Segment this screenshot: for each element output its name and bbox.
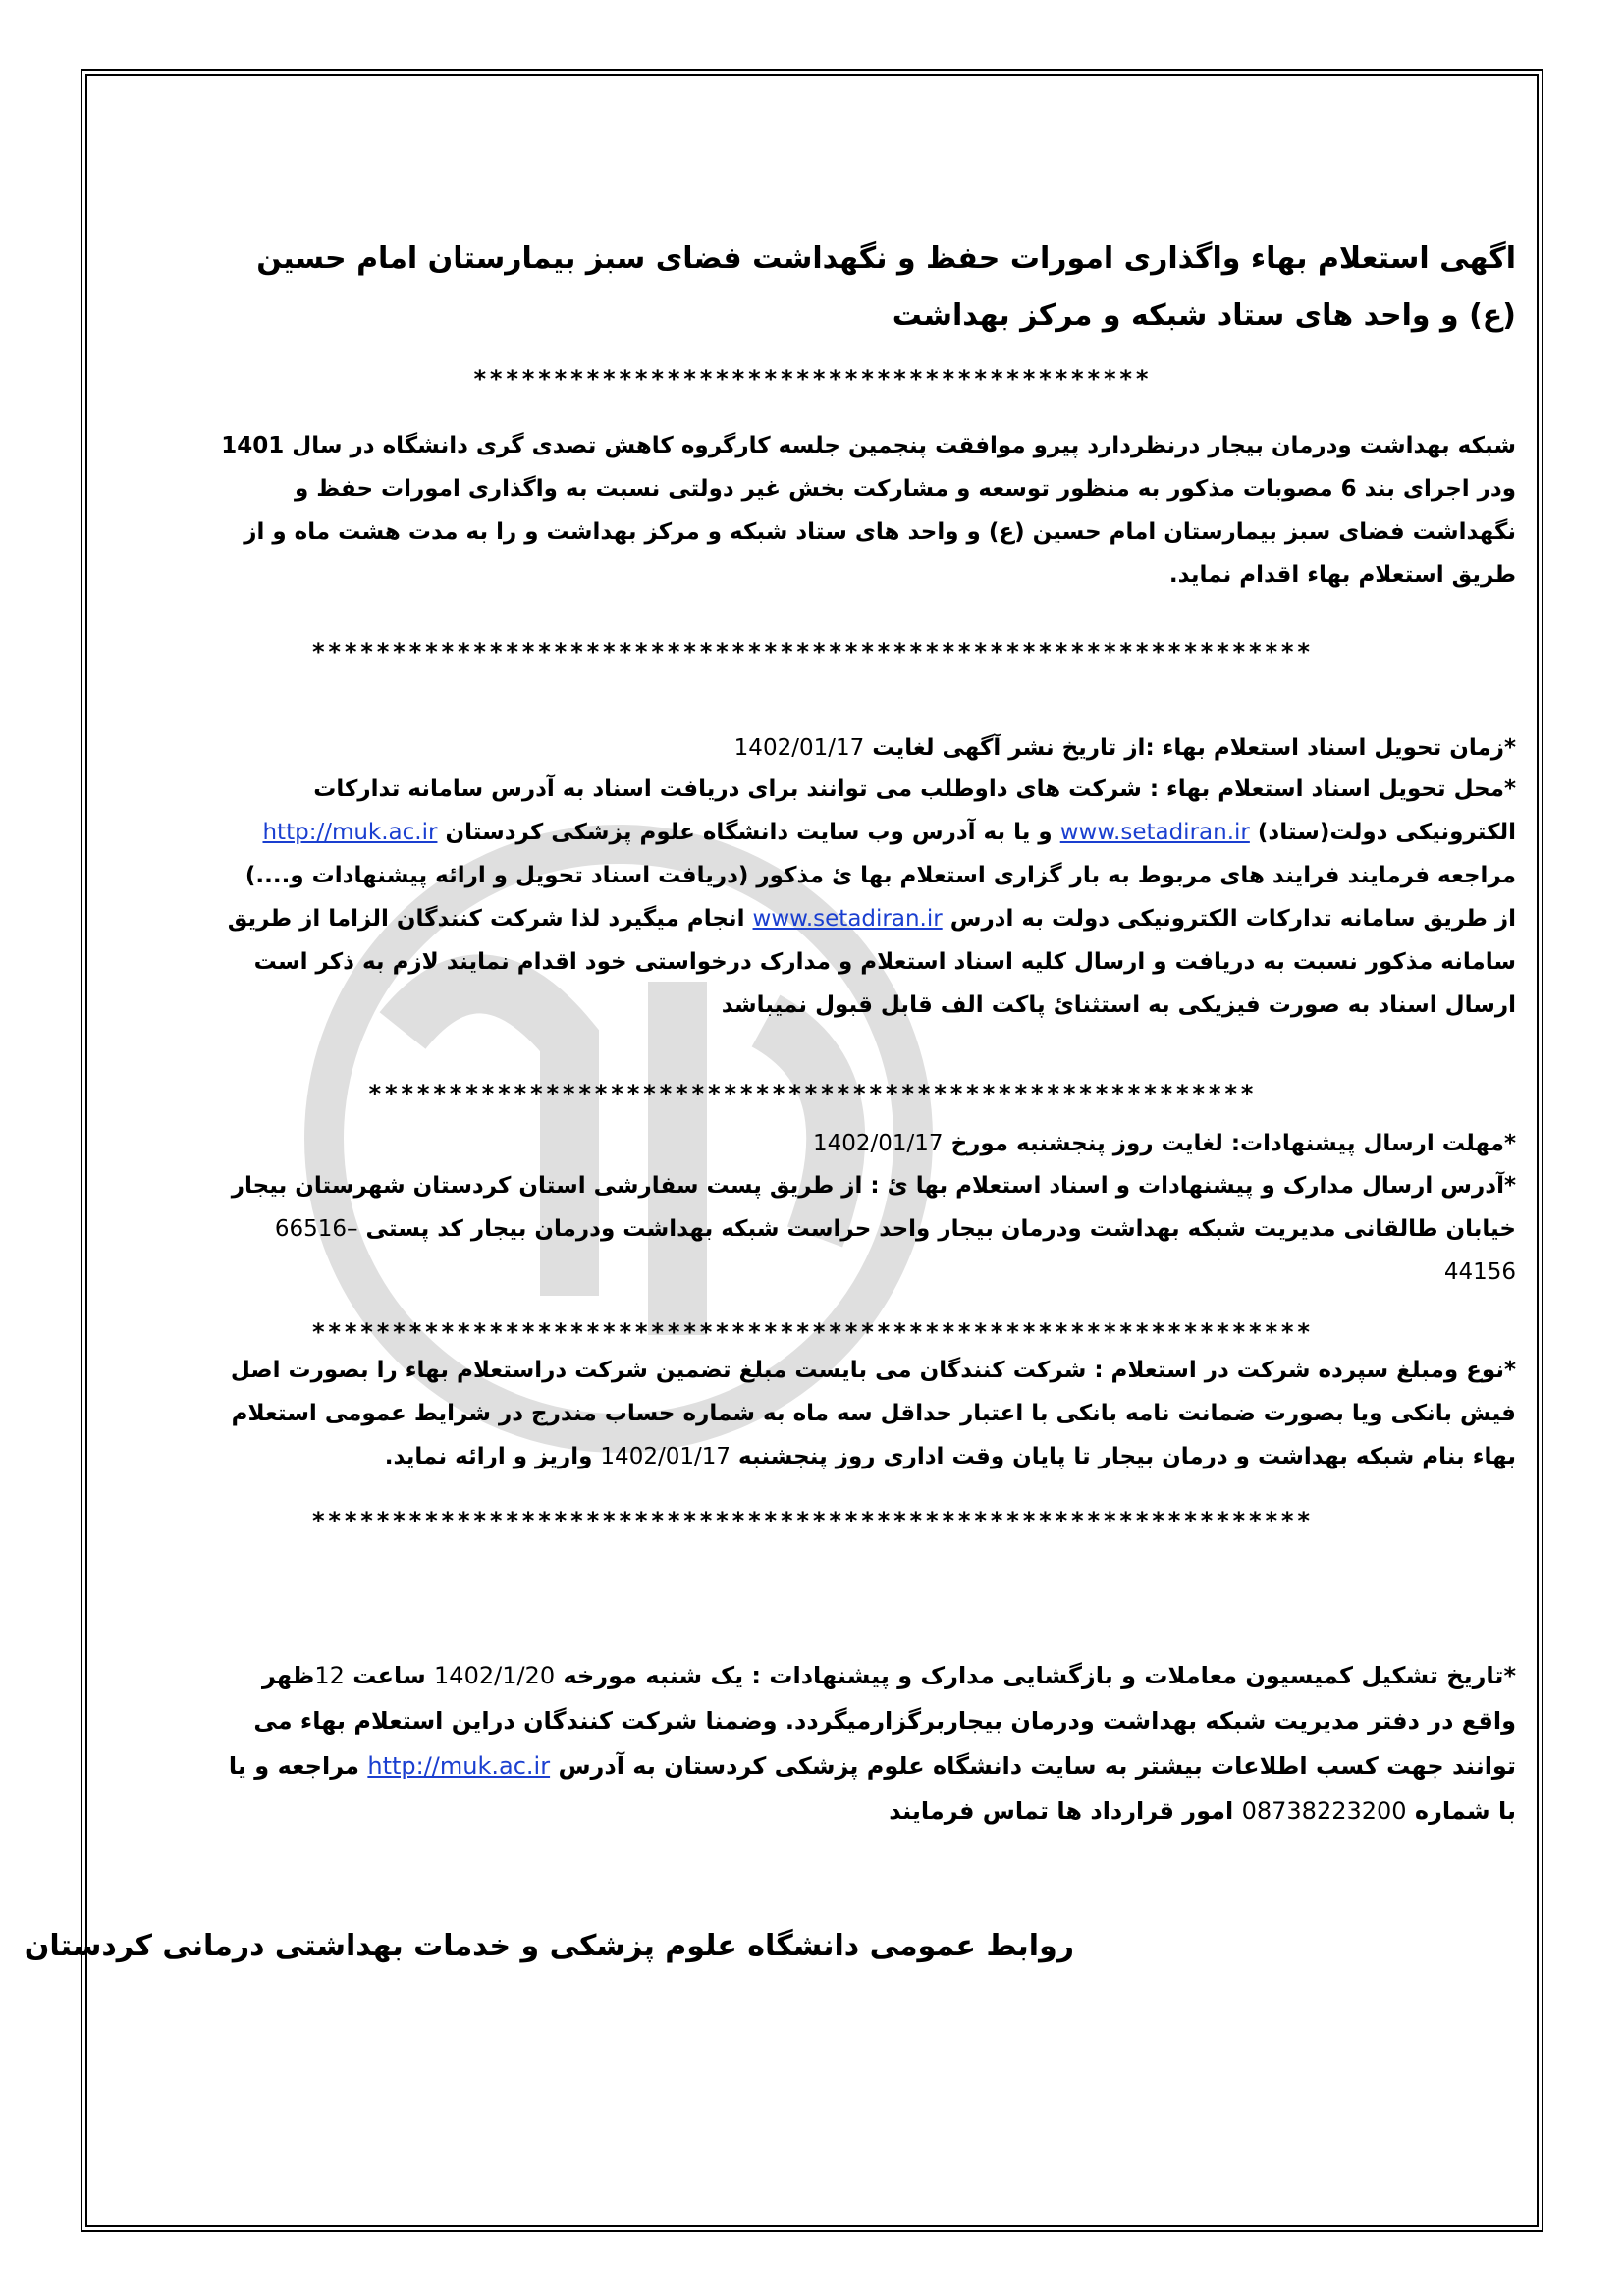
deadline-date: 1402/01/17: [812, 1131, 944, 1156]
delivery-time-date: 1402/01/17: [733, 735, 865, 761]
deadline: *مهلت ارسال پیشنهادات: لغایت روز پنجشنبه مورخ 1402/01/17: [812, 1131, 1516, 1156]
guarantee-date: 1402/01/17: [600, 1444, 731, 1469]
commission-date: 1402/1/20: [434, 1662, 556, 1689]
delivery-time: [221, 726, 1516, 770]
address: *آدرس ارسال مدارک و پیشنهادات و اسناد استعلام بها ئ : از طریق پست سفارشی استان کردستان شهرستان بیجار خیابان طالقانی مدیریت شبکه بهداشت ودرمان بیجار واحد حراست شبکه بهداشت ودرمان بیجار کد پستی 66516–44156: [231, 1173, 1516, 1285]
muk-link-2[interactable]: http://muk.ac.ir: [367, 1752, 551, 1780]
commission-time: 12: [314, 1662, 345, 1689]
delivery-place: *محل تحویل اسناد استعلام بهاء : شرکت های داوطلب می توانند برای دریافت اسناد به آدرس سامانه تدارکات الکترونیکی دولت(ستاد) www.setadiran.ir و یا به آدرس وب سایت دانشگاه علوم پزشکی کردستان http://muk.ac.ir مراجعه فرمایند فرایند های مربوط به بار گزاری استعلام بها ئ مذکور (دریافت اسناد تحویل و ارائه پیشنهادات و....) از طریق سامانه تدارکات الکترونیکی دولت به ادرس www.setadiran.ir انجام میگیرد لذا شرکت کنندگان الزاما از طریق سامانه مذکور نسبت به دریافت و ارسال کلیه اسناد استعلام و مدارک درخواستی خود اقدام نمایند لازم به ذکر است ارسال اسناد به صورت فیزیکی به استثنائ پاکت الف قابل قبول نمیباشد: [227, 776, 1516, 1018]
setadiran-link[interactable]: www.setadiran.ir: [1059, 820, 1250, 845]
footer-signature: روابط عمومی دانشگاه علوم پزشکی و خدمات بهداشتی درمانی کردستان: [24, 1929, 1074, 1963]
guarantee: *نوع ومبلغ سپرده شرکت در استعلام : شرکت کنندگان می بایست مبلغ تضمین شرکت دراستعلام بهاء را بصورت اصل فیش بانکی ویا بصورت ضمانت نامه بانکی با اعتبار حداقل سه ماه به شماره حساب مندرج در شرایط عمومی استعلام بهاء بنام شبکه بهداشت و درمان بیجار تا پایان وقت اداری روز پنجشنبه 1402/01/17 واریز و ارائه نماید.: [230, 1358, 1516, 1469]
separator-3: *******************************************************: [367, 1080, 1257, 1107]
separator-4: **************************************************************: [311, 1318, 1313, 1346]
postal-code: 66516–44156: [274, 1216, 1516, 1285]
separator-1: ******************************************: [472, 365, 1152, 393]
delivery-time-label: *زمان تحویل اسناد استعلام بهاء :از تاریخ نشر آگهی لغایت: [872, 735, 1516, 761]
separator-2: **************************************************************: [311, 638, 1313, 666]
setadiran-link-2[interactable]: www.setadiran.ir: [752, 906, 943, 932]
page-title: اگهی استعلام بهاء واگذاری امورات حفظ و نگهداشت فضای سبز بیمارستان امام حسین (ع) و واحد های ستاد شبکه و مرکز بهداشت: [256, 241, 1516, 333]
phone-number: 08738223200: [1241, 1797, 1407, 1825]
intro-paragraph: شبکه بهداشت ودرمان بیجار درنظردارد پیرو موافقت پنجمین جلسه کارگروه کاهش تصدی گری دانشگاه در سال 1401 ودر اجرای بند 6 مصوبات مذکور به منظور توسعه و مشارکت بخش غیر دولتی نسبت به واگذاری امورات حفظ و نگهداشت فضای سبز بیمارستان امام حسین (ع) و واحد های ستاد شبکه و مرکز بهداشت و را به مدت هشت ماه و از طریق استعلام بهاء اقدام نماید.: [221, 433, 1516, 588]
commission: *تاریخ تشکیل کمیسیون معاملات و بازگشایی مدارک و پیشنهادات : یک شنبه مورخه 1402/1/20 ساعت 12ظهر واقع در دفتر مدیریت شبکه بهداشت ودرمان بیجاربرگزارمیگردد. وضمنا شرکت کنندگان دراین استعلام بهاء می توانند جهت کسب اطلاعات بیشتر به سایت دانشگاه علوم پزشکی کردستان به آدرس http://muk.ac.ir مراجعه و یا با شماره 08738223200 امور قرارداد ها تماس فرمایند: [228, 1662, 1516, 1825]
separator-5: **************************************************************: [311, 1507, 1313, 1534]
muk-link[interactable]: http://muk.ac.ir: [262, 820, 438, 845]
